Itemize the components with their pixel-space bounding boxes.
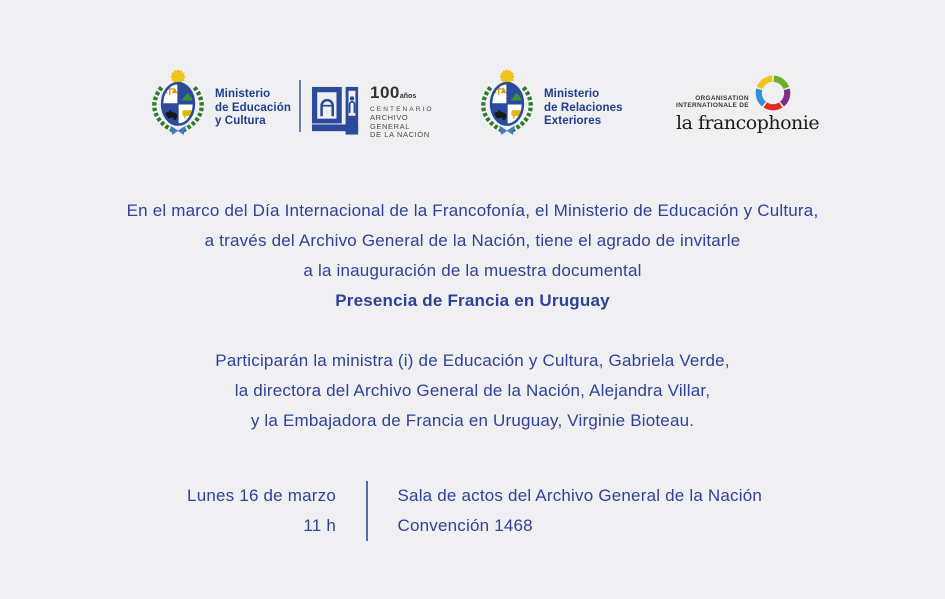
- event-time: 11 h: [303, 516, 336, 535]
- oif-organisation-label: ORGANISATION INTERNATIONALE DE: [676, 94, 749, 109]
- agn-100-anos: 100años: [370, 83, 417, 102]
- agn-name-line: GENERAL: [370, 121, 411, 131]
- mec-name-line: y Cultura: [215, 115, 266, 127]
- event-when: [0, 481, 336, 541]
- event-details: [0, 481, 945, 541]
- agn-name-line: ARCHIVO: [370, 113, 409, 122]
- mrree-name-line: de Relaciones: [544, 101, 623, 114]
- agn-centenario-logo: [311, 84, 434, 140]
- participant-line: Participarán la ministra (i) de Educación y Cultura, Gabriela Verde,: [215, 351, 730, 370]
- intro-line: a través del Archivo General de la Nación, tiene el agrado de invitarle: [204, 231, 741, 250]
- archive-building-icon: [311, 84, 361, 137]
- agn-logo-text: [370, 85, 434, 140]
- mrree-name-line: Ministerio: [544, 88, 600, 100]
- footer-divider: [366, 481, 368, 541]
- event-date: Lunes 16 de marzo: [187, 486, 336, 505]
- event-where: [398, 481, 945, 541]
- mrree-logo: [478, 64, 623, 137]
- francophonie-logo: [676, 74, 819, 134]
- mec-name-line: de Educación: [215, 101, 291, 114]
- mec-logo-name: [215, 88, 291, 137]
- invitation-text: [0, 196, 945, 436]
- event-address: Convención 1468: [397, 516, 533, 535]
- uruguay-coat-of-arms-icon: [478, 64, 536, 137]
- mrree-logo-name: [544, 88, 623, 137]
- exhibition-title: Presencia de Francia en Uruguay: [335, 291, 610, 310]
- participants-block: [0, 346, 945, 436]
- intro-line: a la inauguración de la muestra documental: [303, 261, 642, 280]
- event-venue: Sala de actos del Archivo General de la Nación: [397, 486, 763, 505]
- mec-name-line: Ministerio: [215, 88, 271, 100]
- intro-line: En el marco del Día Internacional de la Francofonía, el Ministerio de Educación y Cultura,: [126, 201, 819, 220]
- agn-name-line: DE LA NACIÓN: [370, 130, 430, 140]
- logo-divider: [299, 80, 301, 132]
- francophonie-ring-icon: [754, 74, 792, 112]
- mec-logo: [149, 64, 291, 137]
- participant-line: la directora del Archivo General de la Nación, Alejandra Villar,: [234, 381, 711, 400]
- oif-name: la francophonie: [676, 112, 820, 134]
- uruguay-coat-of-arms-icon: [149, 64, 207, 137]
- mrree-name-line: Exteriores: [544, 115, 602, 127]
- participant-line: y la Embajadora de Francia en Uruguay, Virginie Bioteau.: [250, 411, 695, 430]
- agn-centenario-label: CENTENARIO: [370, 106, 434, 113]
